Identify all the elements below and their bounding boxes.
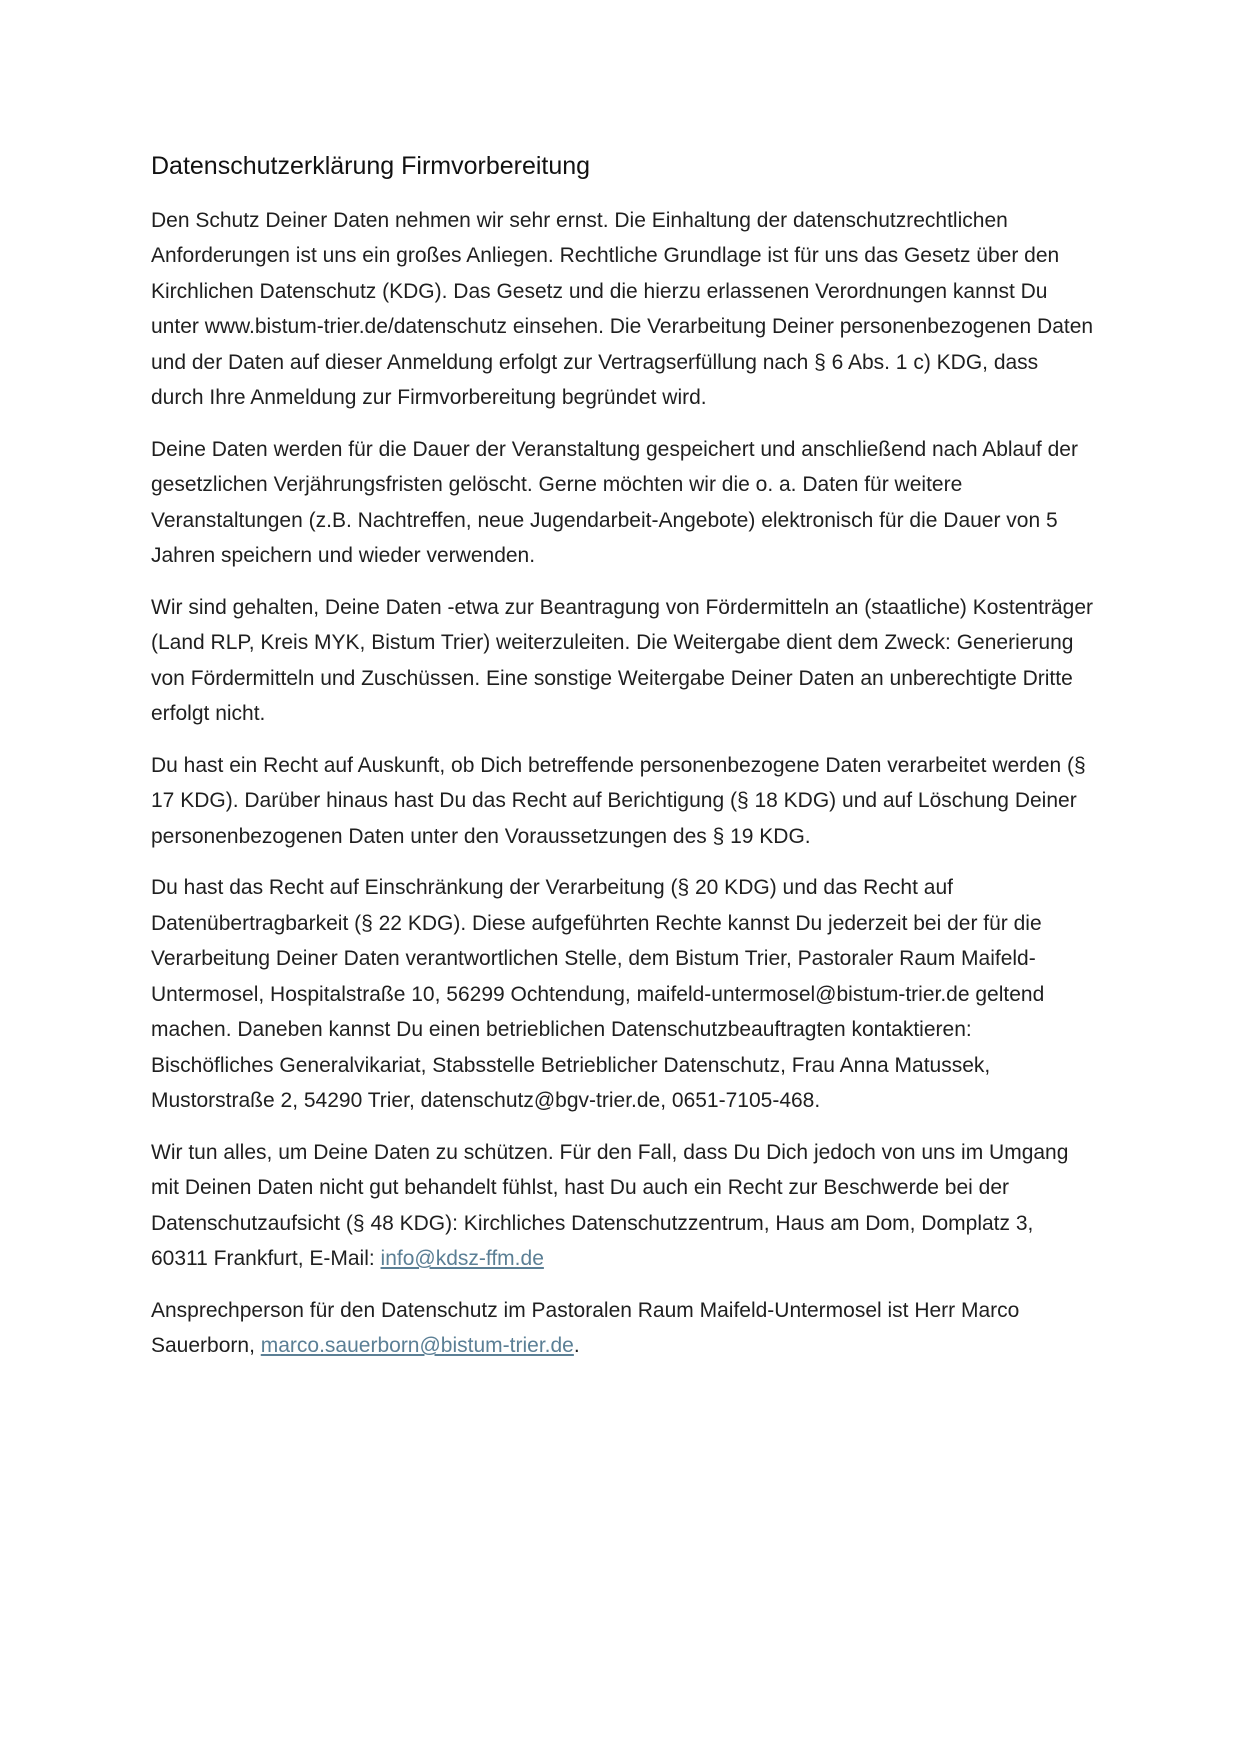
paragraph-text: Deine Daten werden für die Dauer der Veranstaltung gespeichert und anschließend nach Ablauf der gesetzlichen Verjährungsfristen gelöscht. Gerne möchten wir die o. a. Daten für weitere Veranstaltungen (z.B. Nachtreffen, neue Jugendarbeit-Angebote) elektronisch für die Dauer von 5 Jahren speichern und wieder verwenden. [151,437,1078,567]
document-page [151,150,1096,1380]
paragraph-contact-person [151,1293,1096,1364]
paragraph-text: Ansprechperson für den Datenschutz im Pastoralen Raum Maifeld-Untermosel ist Herr Marco Sauerborn, [151,1298,1020,1357]
paragraph-text: Den Schutz Deiner Daten nehmen wir sehr ernst. Die Einhaltung der datenschutzrechtlichen Anforderungen ist uns ein großes Anliegen. Rechtliche Grundlage ist für uns das Gesetz über den Kirchlichen Datenschutz (KDG). Das Gesetz und die hierzu erlassenen Verordnungen kannst Du unter www.bistum-trier.de/datenschutz einsehen. Die Verarbeitung Deiner personenbezogenen Daten und der Daten auf dieser Anmeldung erfolgt zur Vertragserfüllung nach § 6 Abs. 1 c) KDG, dass durch Ihre Anmeldung zur Firmvorbereitung begründet wird. [151,208,1094,409]
document-title: Datenschutzerklärung Firmvorbereitung [151,152,591,180]
paragraph-intro [151,203,1096,416]
paragraph-text: Wir tun alles, um Deine Daten zu schützen. Für den Fall, dass Du Dich jedoch von uns im Umgang mit Deinen Daten nicht gut behandelt fühlst, hast Du auch ein Recht zur Beschwerde bei der Datenschutzaufsicht (§ 48 KDG): Kirchliches Datenschutzzentrum, Haus am Dom, Domplatz 3, 60311 Frankfurt, E-Mail: [151,1140,1069,1270]
paragraph-transfer [151,590,1096,732]
email-link-kdsz[interactable]: info@kdsz-ffm.de [380,1247,544,1270]
paragraph-end-punctuation: . [573,1334,580,1357]
paragraph-rights-contact [151,870,1096,1119]
paragraph-text: Du hast ein Recht auf Auskunft, ob Dich betreffende personenbezogene Daten verarbeitet werden (§ 17 KDG). Darüber hinaus hast Du das Recht auf Berichtigung (§ 18 KDG) und auf Löschung Deiner personenbezogenen Daten unter den Voraussetzungen des § 19 KDG. [151,753,1086,848]
paragraph-storage [151,432,1096,574]
email-link-contact-person[interactable]: marco.sauerborn@bistum-trier.de [260,1334,574,1357]
paragraph-rights-info [151,748,1096,855]
paragraph-text: Du hast das Recht auf Einschränkung der Verarbeitung (§ 20 KDG) und das Recht auf Datenübertragbarkeit (§ 22 KDG). Diese aufgeführten Rechte kannst Du jederzeit bei der für die Verarbeitung Deiner Daten verantwortlichen Stelle, dem Bistum Trier, Pastoraler Raum Maifeld-Untermosel, Hospitalstraße 10, 56299 Ochtendung, maifeld-untermosel@bistum-trier.de geltend machen. Daneben kannst Du einen betrieblichen Datenschutzbeauftragten kontaktieren: Bischöfliches Generalvikariat, Stabsstelle Betrieblicher Datenschutz, Frau Anna Matussek, Mustorstraße 2, 54290 Trier, datenschutz@bgv-trier.de, 0651-7105-468. [151,876,1045,1112]
paragraph-complaint [151,1135,1096,1277]
paragraph-text: Wir sind gehalten, Deine Daten -etwa zur Beantragung von Fördermitteln an (staatliche) Kostenträger (Land RLP, Kreis MYK, Bistum Trier) weiterzuleiten. Die Weitergabe dient dem Zweck: Generierung von Fördermitteln und Zuschüssen. Eine sonstige Weitergabe Deiner Daten an unberechtigte Dritte erfolgt nicht. [151,595,1093,725]
